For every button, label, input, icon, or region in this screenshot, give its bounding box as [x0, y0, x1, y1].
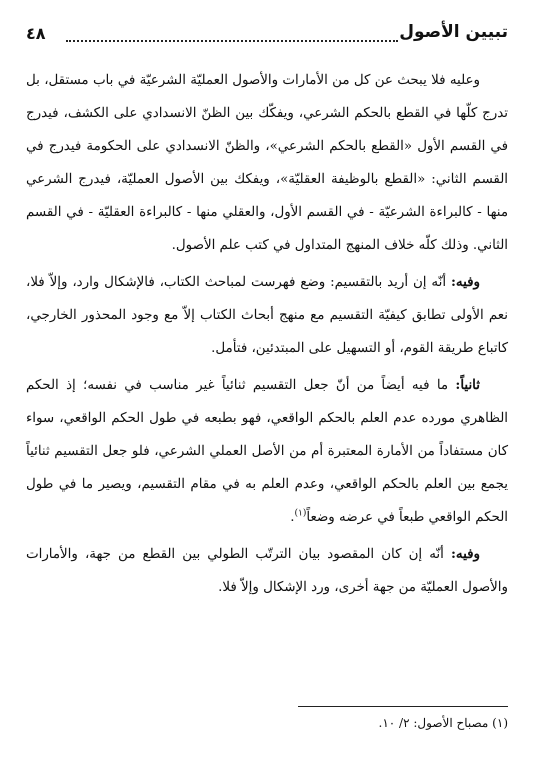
paragraph-text: وعليه فلا يبحث عن كل من الأمارات والأصول العمليّة الشرعيّة في باب مستقل، بل تدرج كلّها في القطع بالحكم الشرعي، ويفكّك بين الظنّ الانسدادي على الكشف، فيدرج في القسم الأول «القطع بالحكم الشرعي»، والظنّ الانسدادي على الحكومة فيدرج في القسم الثاني: «القطع بالوظيفة العقليّة»، ويفكك بين الأصول العمليّة، فيدرج الشرعي منها - كالبراءة الشرعيّة - في القسم الأول، والعقلي منها - كالبراءة العقليّة - في القسم الثاني. وذلك كلّه خلاف المنهج المتداول في كتب علم الأصول.: [26, 73, 508, 253]
paragraph-lead: ثانياً:: [455, 377, 480, 393]
paragraph-lead: وفيه:: [450, 546, 480, 562]
paragraph-text: ما فيه أيضاً من أنّ جعل التقسيم ثنائياً غير مناسب في نفسه؛ إذ الحكم الظاهري مورده عدم العلم بالحكم الواقعي، فهو بطبعه في طول الحكم الواقعي، سواء كان مستفاداً من الأمارة المعتبرة أم من الأصل العملي الشرعي، فلو جعل التقسيم ثنائياً يجمع بين العلم بالحكم الواقعي، وعدم العلم به في مقام التقسيم، ويصير ما في طول الحكم الواقعي طبعاً في عرضه وضعاً: [26, 378, 508, 525]
document-page: [26, 20, 508, 750]
paragraph: ثانياً: ما فيه أيضاً من أنّ جعل التقسيم ثنائياً غير مناسب في نفسه؛ إذ الحكم الظاهري مورده عدم العلم بالحكم الواقعي، فهو بطبعه في طول الحكم الواقعي، سواء كان مستفاداً من الأمارة المعتبرة أم من الأصل العملي الشرعي، فلو جعل التقسيم ثنائياً يجمع بين العلم بالحكم الواقعي، وعدم العلم به في مقام التقسيم، ويصير ما في طول الحكم الواقعي طبعاً في عرضه وضعاً$^{(١)}$.: [26, 377, 508, 525]
body-text: [26, 64, 508, 604]
page-number: ٤٨: [26, 24, 46, 43]
paragraph: [26, 266, 508, 365]
paragraph: [26, 64, 508, 262]
running-title: تبيين الأصول: [399, 22, 508, 42]
footnote-separator: [298, 706, 508, 707]
paragraph-text: أنّه إن أريد بالتقسيم: وضع فهرست لمباحث الكتاب، فالإشكال وارد، وإلاّ فلا، نعم الأولى تطابق كيفيّة التقسيم مع منهج أبحاث الكتاب إلاّ مع وجود المحذور الخارجي، كاتباع طريقة القوم، أو التسهيل على المبتدئين، فتأمل.: [26, 275, 508, 356]
paragraph-lead: وفيه:: [450, 274, 480, 290]
paragraph-text: أنّه إن كان المقصود بيان الترتّب الطولي بين القطع من جهة، والأمارات والأصول العمليّة من جهة أخرى، ورد الإشكال وإلاّ فلا.: [26, 547, 508, 595]
footnote-marker[interactable]: (١): [294, 508, 307, 519]
footnote: (١) مصباح الأصول: ٢/ ١٠.: [378, 716, 508, 730]
header-dotted-leader: [66, 40, 398, 42]
running-header: [26, 20, 508, 50]
paragraph: [26, 538, 508, 604]
